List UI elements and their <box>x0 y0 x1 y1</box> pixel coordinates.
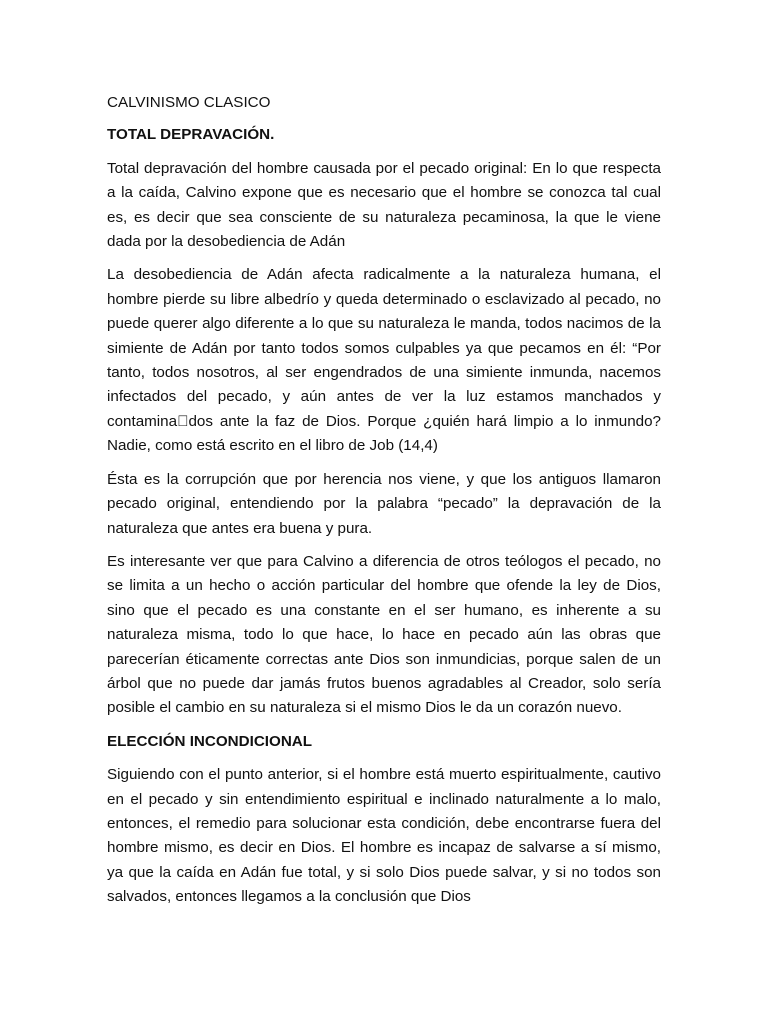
paragraph: Total depravación del hombre causada por el pecado original: En lo que respecta a la caída, Calvino expone que es necesario que el hombre se conozca tal cual es, es decir que sea consciente de su naturaleza pecaminosa, la que le viene dada por la desobediencia de Adán <box>107 159 661 251</box>
document-title: CALVINISMO CLASICO <box>107 94 271 111</box>
paragraph: Es interesante ver que para Calvino a diferencia de otros teólogos el pecado, no se limita a un hecho o acción particular del hombre que ofende la ley de Dios, sino que el pecado es una constante en el ser humano, es inherente a su naturaleza misma, todo lo que hace, lo hace en pecado aún las obras que parecerían éticamente correctas ante Dios son inmundicias, porque salen de un árbol que no puede dar jamás frutos buenos agradables al Creador, solo sería posible el cambio en su naturaleza si el mismo Dios le da un corazón nuevo. <box>107 552 661 717</box>
paragraph: La desobediencia de Adán afecta radicalmente a la naturaleza humana, el hombre pierde su libre albedrío y queda determinado o esclavizado al pecado, no puede querer algo diferente a lo que su naturaleza le manda, todos nacimos de la simiente de Adán por tanto todos somos culpables ya que pecamos en él: “Por tanto, todos nosotros, al ser engendrados de una simiente inmunda, nacemos infectados del pecado, y aún antes de ver la luz estamos manchados y contamina dos ante la faz de Dios. Porque ¿quién hará limpio a lo inmundo? Nadie, como está escrito en el libro de Job (14,4) <box>107 266 661 455</box>
section-heading-eleccion-incondicional: ELECCIÓN INCONDICIONAL <box>107 732 313 750</box>
paragraph: Siguiendo con el punto anterior, si el hombre está muerto espiritualmente, cautivo en el pecado y sin entendimiento espiritual e inclinado naturalmente a lo malo, entonces, el remedio para solucionar esta condición, debe encontrarse fuera del hombre mismo, es decir en Dios. El hombre es incapaz de salvarse a sí mismo, ya que la caída en Adán fue total, y si solo Dios puede salvar, y si no todos son salvados, entonces llegamos a la conclusión que Dios <box>107 766 661 906</box>
paragraph: Ésta es la corrupción que por herencia nos viene, y que los antiguos llamaron pecado original, entendiendo por la palabra “pecado” la depravación de la naturaleza que antes era buena y pura. <box>107 470 661 537</box>
section-heading-total-depravacion: TOTAL DEPRAVACIÓN. <box>107 126 275 144</box>
document-page <box>107 91 661 919</box>
